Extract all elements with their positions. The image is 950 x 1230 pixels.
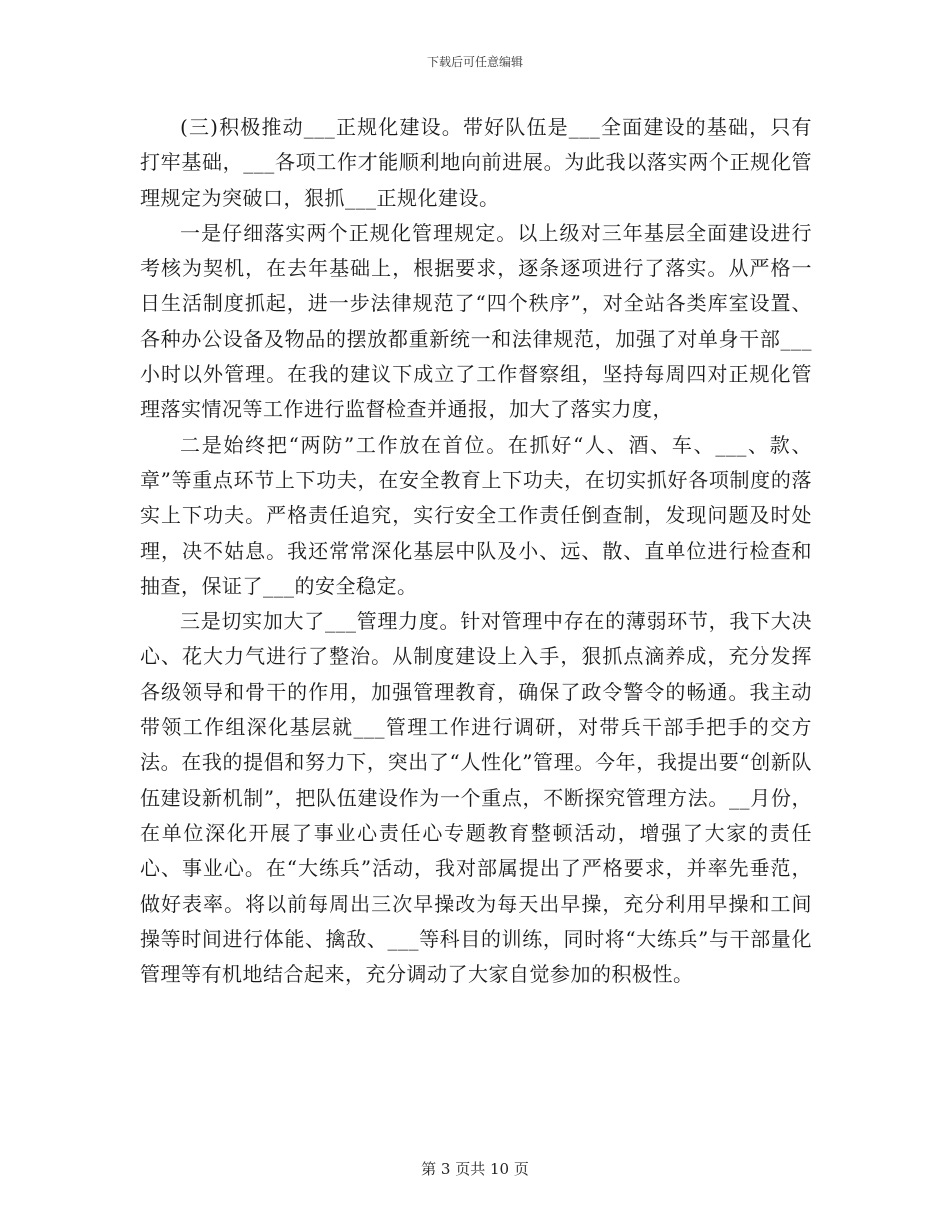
page-header: 下载后可任意编辑 [426, 55, 523, 69]
paragraph-1: (三)积极推动___正规化建设。带好队伍是___全面建设的基础，只有打牢基础，___各项工作才能顺利地向前进展。为此我以落实两个正规化管理规定为突破口，狠抓___正规化建设。 [140, 115, 812, 210]
paragraph-3: 二是始终把“两防”工作放在首位。在抓好“人、酒、车、___、款、章”等重点环节上下功夫，在安全教育上下功夫，在切实抓好各项制度的落实上下功夫。严格责任追究，实行安全工作责任倒查制，发现问题及时处理，决不姑息。我还常常深化基层中队及小、远、散、直单位进行检查和抽查，保证了___的安全稳定。 [140, 432, 812, 598]
paragraph-4: 三是切实加大了___管理力度。针对管理中存在的薄弱环节，我下大决心、花大力气进行了整治。从制度建设上入手，狠抓点滴养成，充分发挥各级领导和骨干的作用，加强管理教育，确保了政令警令的畅通。我主动带领工作组深化基层就___管理工作进行调研，对带兵干部手把手的交方法。在我的提倡和努力下，突出了“人性化”管理。今年，我提出要“创新队伍建设新机制”，把队伍建设作为一个重点，不断探究管理方法。__月份，在单位深化开展了事业心责任心专题教育整顿活动，增强了大家的责任心、事业心。在“大练兵”活动，我对部属提出了严格要求，并率先垂范，做好表率。将以前每周出三次早操改为每天出早操，充分利用早操和工间操等时间进行体能、擒敌、___等科目的训练，同时将“大练兵”与干部量化管理等有机地结合起来，充分调动了大家自觉参加的积极性。 [140, 609, 812, 987]
paragraph-2: 一是仔细落实两个正规化管理规定。以上级对三年基层全面建设进行考核为契机，在去年基础上，根据要求，逐条逐项进行了落实。从严格一日生活制度抓起，进一步法律规范了“四个秩序”，对全站各类库室设置、各种办公设备及物品的摆放都重新统一和法律规范，加强了对单身干部___小时以外管理。在我的建议下成立了工作督察组，坚持每周四对正规化管理落实情况等工作进行监督检查并通报，加大了落实力度， [140, 220, 812, 422]
page-footer: 第 3 页共 10 页 [421, 1160, 529, 1178]
document-body [140, 110, 812, 992]
